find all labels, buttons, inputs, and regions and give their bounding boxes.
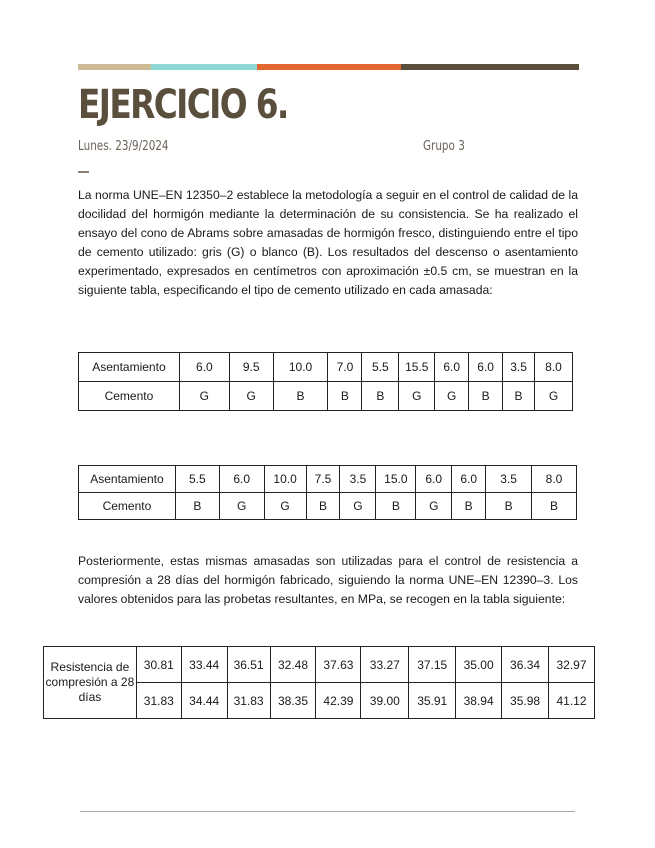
- table-cell: B: [306, 493, 340, 520]
- table-cell: 32.97: [548, 647, 594, 683]
- table-cell: 6.0: [179, 353, 229, 382]
- table-cell: 3.5: [486, 466, 532, 493]
- table-cell: 37.15: [409, 647, 456, 683]
- table-cell: G: [219, 493, 264, 520]
- intro-paragraph: La norma UNE–EN 12350–2 establece la metodología a seguir en el control de calidad de la docilidad del hormigón mediante la determinación de su consistencia. Se ha realizado el ensayo del cono de Abrams sobre amasadas de hormigón fresco, distinguiendo entre el tipo de cemento utilizado: gris (G) o blanco (B). Los resultados del descenso o asentamiento experimentado, expresados en centímetros con aproximación ±0.5 cm, se muestran en la siguiente tabla, especificando el tipo de cemento utilizado en cada amasada:: [78, 188, 578, 297]
- table-cell: 41.12: [548, 683, 594, 719]
- table-row: [79, 353, 573, 382]
- table-cell: 10.0: [273, 353, 328, 382]
- short-divider: [78, 171, 89, 173]
- table-cell: G: [399, 382, 435, 411]
- table-cell: 7.0: [328, 353, 362, 382]
- slump-table-1: [78, 352, 573, 411]
- table-cell: 8.0: [535, 353, 573, 382]
- table-cell: G: [435, 382, 469, 411]
- table-cell: G: [535, 382, 573, 411]
- table-cell: B: [362, 382, 399, 411]
- table-cell: B: [452, 493, 486, 520]
- table-cell: G: [264, 493, 306, 520]
- table-cell: 7.5: [306, 466, 340, 493]
- table-cell: 35.91: [409, 683, 456, 719]
- row-label: Asentamiento: [79, 466, 176, 493]
- header-color-bar: [78, 64, 579, 70]
- strength-table: [43, 646, 595, 719]
- table-cell: 34.44: [181, 683, 227, 719]
- table-cell: 33.44: [181, 647, 227, 683]
- table-cell: 38.94: [456, 683, 502, 719]
- table-cell: G: [179, 382, 229, 411]
- table-cell: B: [469, 382, 503, 411]
- table-cell: 35.98: [502, 683, 549, 719]
- table-cell: 6.0: [469, 353, 503, 382]
- table-cell: 31.83: [136, 683, 181, 719]
- bar-segment-beige: [78, 64, 151, 70]
- table-cell: 10.0: [264, 466, 306, 493]
- table-cell: 39.00: [361, 683, 409, 719]
- table-cell: B: [273, 382, 328, 411]
- table-cell: 31.83: [227, 683, 270, 719]
- bar-segment-orange: [257, 64, 401, 70]
- page-title: EJERCICIO 6.: [78, 82, 288, 128]
- slump-table-2: [78, 465, 577, 520]
- table-cell: 8.0: [532, 466, 577, 493]
- table-cell: B: [328, 382, 362, 411]
- table-cell: 6.0: [435, 353, 469, 382]
- footer-divider: [80, 811, 575, 812]
- table-cell: 6.0: [219, 466, 264, 493]
- table-cell: 35.00: [456, 647, 502, 683]
- table-cell: G: [229, 382, 273, 411]
- group-label: Grupo 3: [423, 139, 465, 154]
- table-row: [79, 466, 577, 493]
- table-cell: 33.27: [361, 647, 409, 683]
- table-cell: 5.5: [175, 466, 219, 493]
- table-row: [44, 647, 595, 683]
- table-cell: G: [416, 493, 452, 520]
- table-cell: 36.34: [502, 647, 549, 683]
- table-cell: B: [532, 493, 577, 520]
- date-label: Lunes. 23/9/2024: [78, 139, 169, 154]
- row-label: Cemento: [79, 382, 180, 411]
- table-row: [79, 382, 573, 411]
- table-cell: 3.5: [503, 353, 535, 382]
- row-label: Resistencia de compresión a 28 días: [44, 647, 137, 719]
- table-row: [79, 493, 577, 520]
- table-cell: 15.0: [376, 466, 416, 493]
- table-cell: 37.63: [316, 647, 361, 683]
- bar-segment-teal: [151, 64, 257, 70]
- row-label: Cemento: [79, 493, 176, 520]
- outro-paragraph: Posteriormente, estas mismas amasadas son utilizadas para el control de resistencia a compresión a 28 días del hormigón fabricado, siguiendo la norma UNE–EN 12390–3. Los valores obtenidos para las probetas resultantes, en MPa, se recogen en la tabla siguiente:: [78, 554, 578, 606]
- row-label: Asentamiento: [79, 353, 180, 382]
- table-cell: 6.0: [452, 466, 486, 493]
- table-cell: 15.5: [399, 353, 435, 382]
- table-cell: 36.51: [227, 647, 270, 683]
- table-cell: 9.5: [229, 353, 273, 382]
- table-cell: 6.0: [416, 466, 452, 493]
- table-cell: 32.48: [270, 647, 316, 683]
- table-cell: 5.5: [362, 353, 399, 382]
- table-cell: B: [503, 382, 535, 411]
- table-cell: 30.81: [136, 647, 181, 683]
- table-cell: B: [376, 493, 416, 520]
- table-cell: 3.5: [340, 466, 376, 493]
- table-cell: 38.35: [270, 683, 316, 719]
- table-cell: B: [486, 493, 532, 520]
- bar-segment-brown: [401, 64, 579, 70]
- table-cell: 42.39: [316, 683, 361, 719]
- table-cell: G: [340, 493, 376, 520]
- table-cell: B: [175, 493, 219, 520]
